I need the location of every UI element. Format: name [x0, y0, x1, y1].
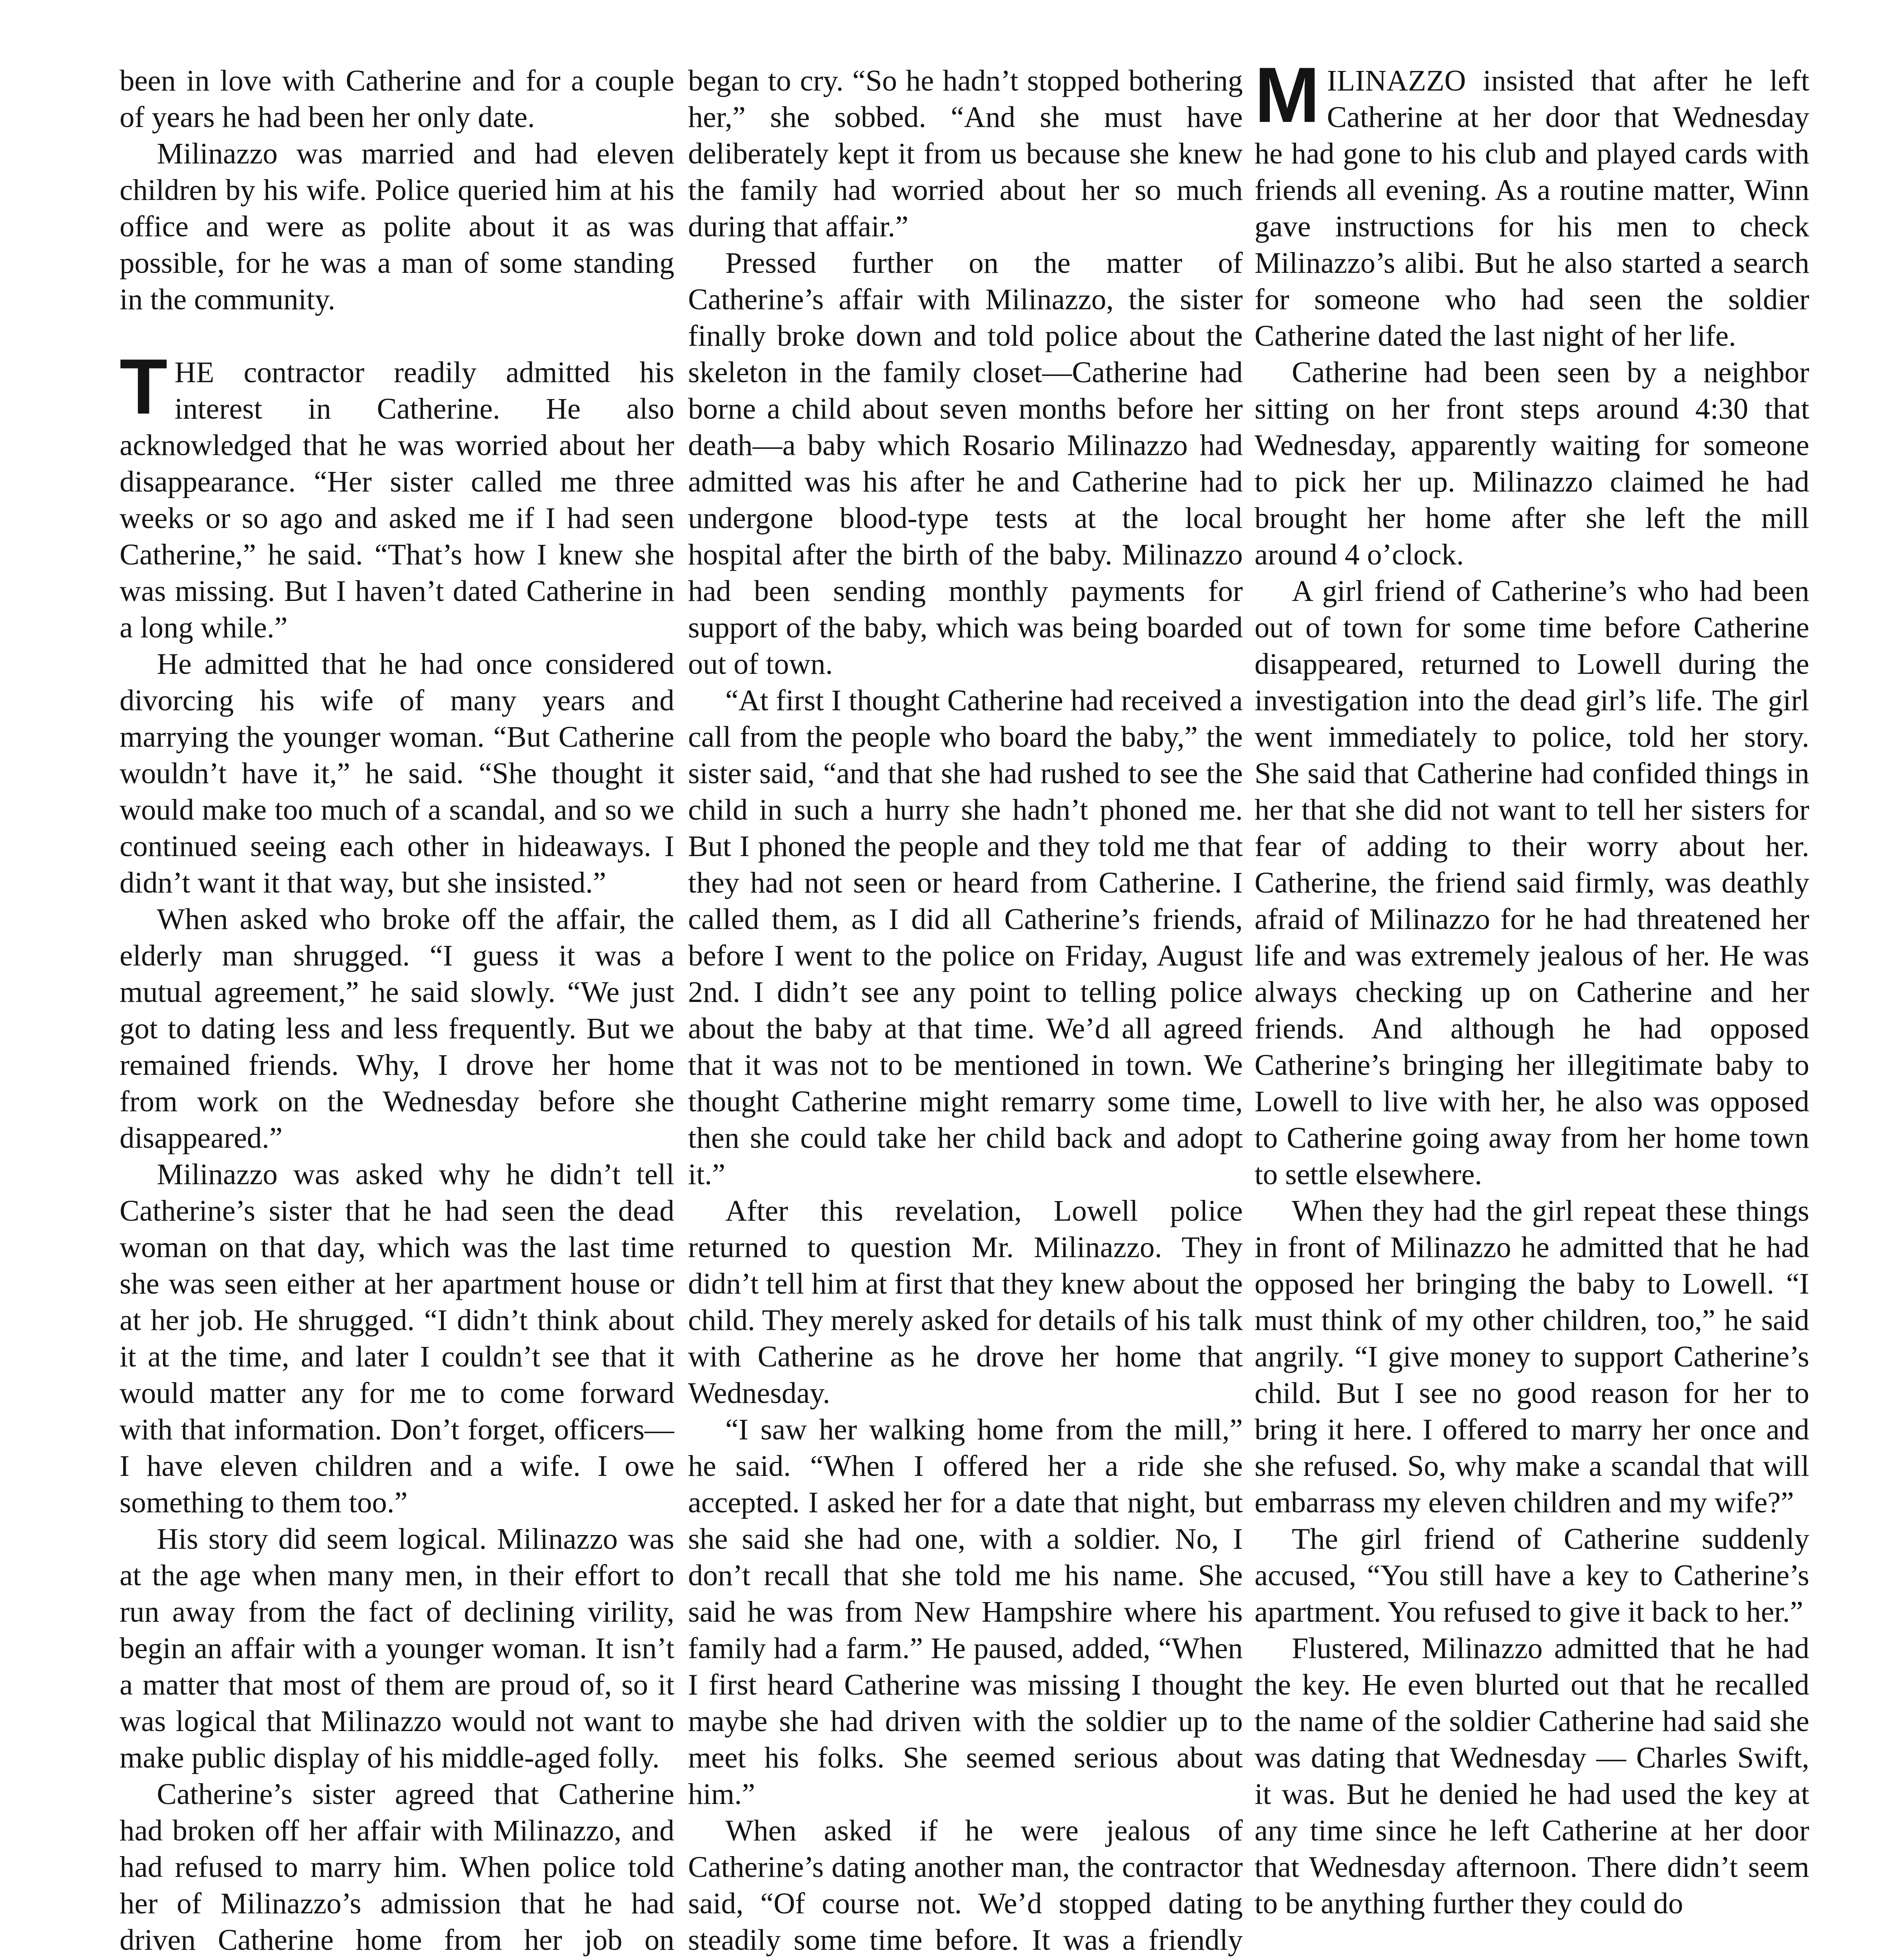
text-column-1	[120, 63, 674, 1960]
paragraph-with-dropcap	[120, 343, 674, 646]
paragraph: Catherine’s sister agreed that Catherine had broken off her affair with Milinazzo, and had refused to marry him. When police told her of Milinazzo’s admission that he had driven Catherine home from her job on	[120, 1778, 674, 1956]
text-column-3	[1255, 63, 1809, 1960]
paragraph: His story did seem logical. Milinazzo was at the age when many men, in their effort to run away from the fact of declining virility, begin an affair with a younger woman. It isn’t a matter that most of them are proud of, so it was logical that Milinazzo would not want to make public display of his middle-aged folly.	[120, 1523, 674, 1774]
paragraph: Milinazzo was married and had eleven children by his wife. Police queried him at his office and were as polite about it as was possible, for he was a man of some standing in the community.	[120, 137, 674, 316]
paragraph-with-dropcap	[1255, 63, 1809, 354]
paragraph: When asked who broke off the affair, the elderly man shrugged. “I guess it was a mutual agreement,” he said slowly. “We just got to dating less and less frequently. But we remained friends. Why, I drove her home from work on the Wednesday before she disappeared.”	[120, 903, 674, 1154]
paragraph: After this revelation, Lowell police returned to question Mr. Milinazzo. They didn’t tell him at first that they knew about the child. They merely asked for details of his talk with Catherine as he drove her home that Wednesday.	[688, 1194, 1243, 1410]
paragraph: “At first I thought Catherine had received a call from the people who board the baby,” the sister said, “and that she had rushed to see the child in such a hurry she hadn’t phoned me. But I phoned the people and they told me that they had not seen or heard from Catherine. I called them, as I did all Catherine’s friends, before I went to the police on Friday, August 2nd. I didn’t see any point to telling police about the baby at that time. We’d all agreed that it was not to be mentioned in town. We thought Catherine might remarry some time, then she could take her child back and adopt it.”	[688, 684, 1243, 1191]
drop-cap: M	[1255, 63, 1320, 139]
paragraph: The girl friend of Catherine suddenly accused, “You still have a key to Catherine’s apartment. You refused to give it back to her.”	[1255, 1523, 1809, 1628]
paragraph-text: HE contractor readily admitted his interest in Catherine. He also acknowledged that he was worried about her disappearance. “Her sister called me three weeks or so ago and asked me if I had seen Catherine,” he said. “That’s how I knew she was missing. But I haven’t dated Catherine in a long while.”	[120, 356, 674, 644]
paragraph: Pressed further on the matter of Catherine’s affair with Milinazzo, the sister finally broke down and told police about the skeleton in the family closet—Catherine had borne a child about seven months before her death—a baby which Rosario Milinazzo had admitted was his after he and Catherine had undergone blood-type tests at the local hospital after the birth of the baby. Milinazzo had been sending monthly payments for support of the baby, which was being boarded out of town.	[688, 247, 1243, 681]
drop-cap: T	[120, 343, 168, 430]
paragraph: A girl friend of Catherine’s who had been out of town for some time before Catherine disappeared, returned to Lowell during the investigation into the dead girl’s life. The girl went immediately to police, told her story. She said that Catherine had confided things in her that she did not want to tell her sisters for fear of adding to their worry about her. Catherine, the friend said firmly, was deathly afraid of Milinazzo for he had threatened her life and was extremely jealous of her. He was always checking up on Catherine and her friends. And although he had opposed Catherine’s bringing her illegitimate baby to Lowell to live with her, he also was opposed to Catherine going away from her home town to settle elsewhere.	[1255, 575, 1809, 1191]
paragraph: When they had the girl repeat these things in front of Milinazzo he admitted that he had opposed her bringing the baby to Lowell. “I must think of my other children, too,” he said angrily. “I give money to support Catherine’s child. But I see no good reason for her to bring it here. I offered to marry her once and she refused. So, why make a scandal that will embarrass my eleven children and my wife?”	[1255, 1194, 1809, 1519]
paragraph: “I saw her walking home from the mill,” he said. “When I offered her a ride she accepted. I asked her for a date that night, but she said she had one, with a soldier. No, I don’t recall that she told me his name. She said he was from New Hampshire where his family had a farm.” He paused, added, “When I first heard Catherine was missing I thought maybe she had driven with the soldier up to meet his folks. She seemed serious about him.”	[688, 1413, 1243, 1811]
paragraph: He admitted that he had once considered divorcing his wife of many years and marrying the younger woman. “But Catherine wouldn’t have it,” he said. “She thought it would make too much of a scandal, and so we continued seeing each other in hideaways. I didn’t want it that way, but she insisted.”	[120, 648, 674, 899]
paragraph: Catherine had been seen by a neighbor sitting on her front steps around 4:30 that Wednesday, apparently waiting for someone to pick her up. Milinazzo claimed he had brought her home after she left the mill around 4 o’clock.	[1255, 356, 1809, 571]
paragraph: Milinazzo was asked why he didn’t tell Catherine’s sister that he had seen the dead woman on that day, which was the last time she was seen either at her apartment house or at her job. He shrugged. “I didn’t think about it at the time, and later I couldn’t see that it would matter any for me to come forward with that information. Don’t forget, officers—I have eleven children and a wife. I owe something to them too.”	[120, 1158, 674, 1519]
paragraph: Flustered, Milinazzo admitted that he had the key. He even blurted out that he recalled the name of the soldier Catherine had said she was dating that Wednesday — Charles Swift, it was. But he denied he had used the key at any time since he left Catherine at her door that Wednesday afternoon. There didn’t seem to be anything further they could do	[1255, 1632, 1809, 1920]
paragraph: been in love with Catherine and for a couple of years he had been her only date.	[120, 64, 674, 134]
paragraph-text: ILINAZZO insisted that after he left Catherine at her door that Wednesday he had gone to his club and played cards with friends all evening. As a routine matter, Winn gave instructions for his men to check Milinazzo’s alibi. But he also started a search for someone who had seen the soldier Catherine dated the last night of her life.	[1255, 64, 1809, 352]
paragraph: When asked if he were jealous of Catherine’s dating another man, the contractor said, “Of course not. We’d stopped dating steadily some time before. It was a friendly	[688, 1814, 1243, 1956]
text-column-2	[688, 63, 1243, 1960]
paragraph: began to cry. “So he hadn’t stopped bothering her,” she sobbed. “And she must have deliberately kept it from us because she knew the family had worried about her so much during that affair.”	[688, 64, 1243, 243]
